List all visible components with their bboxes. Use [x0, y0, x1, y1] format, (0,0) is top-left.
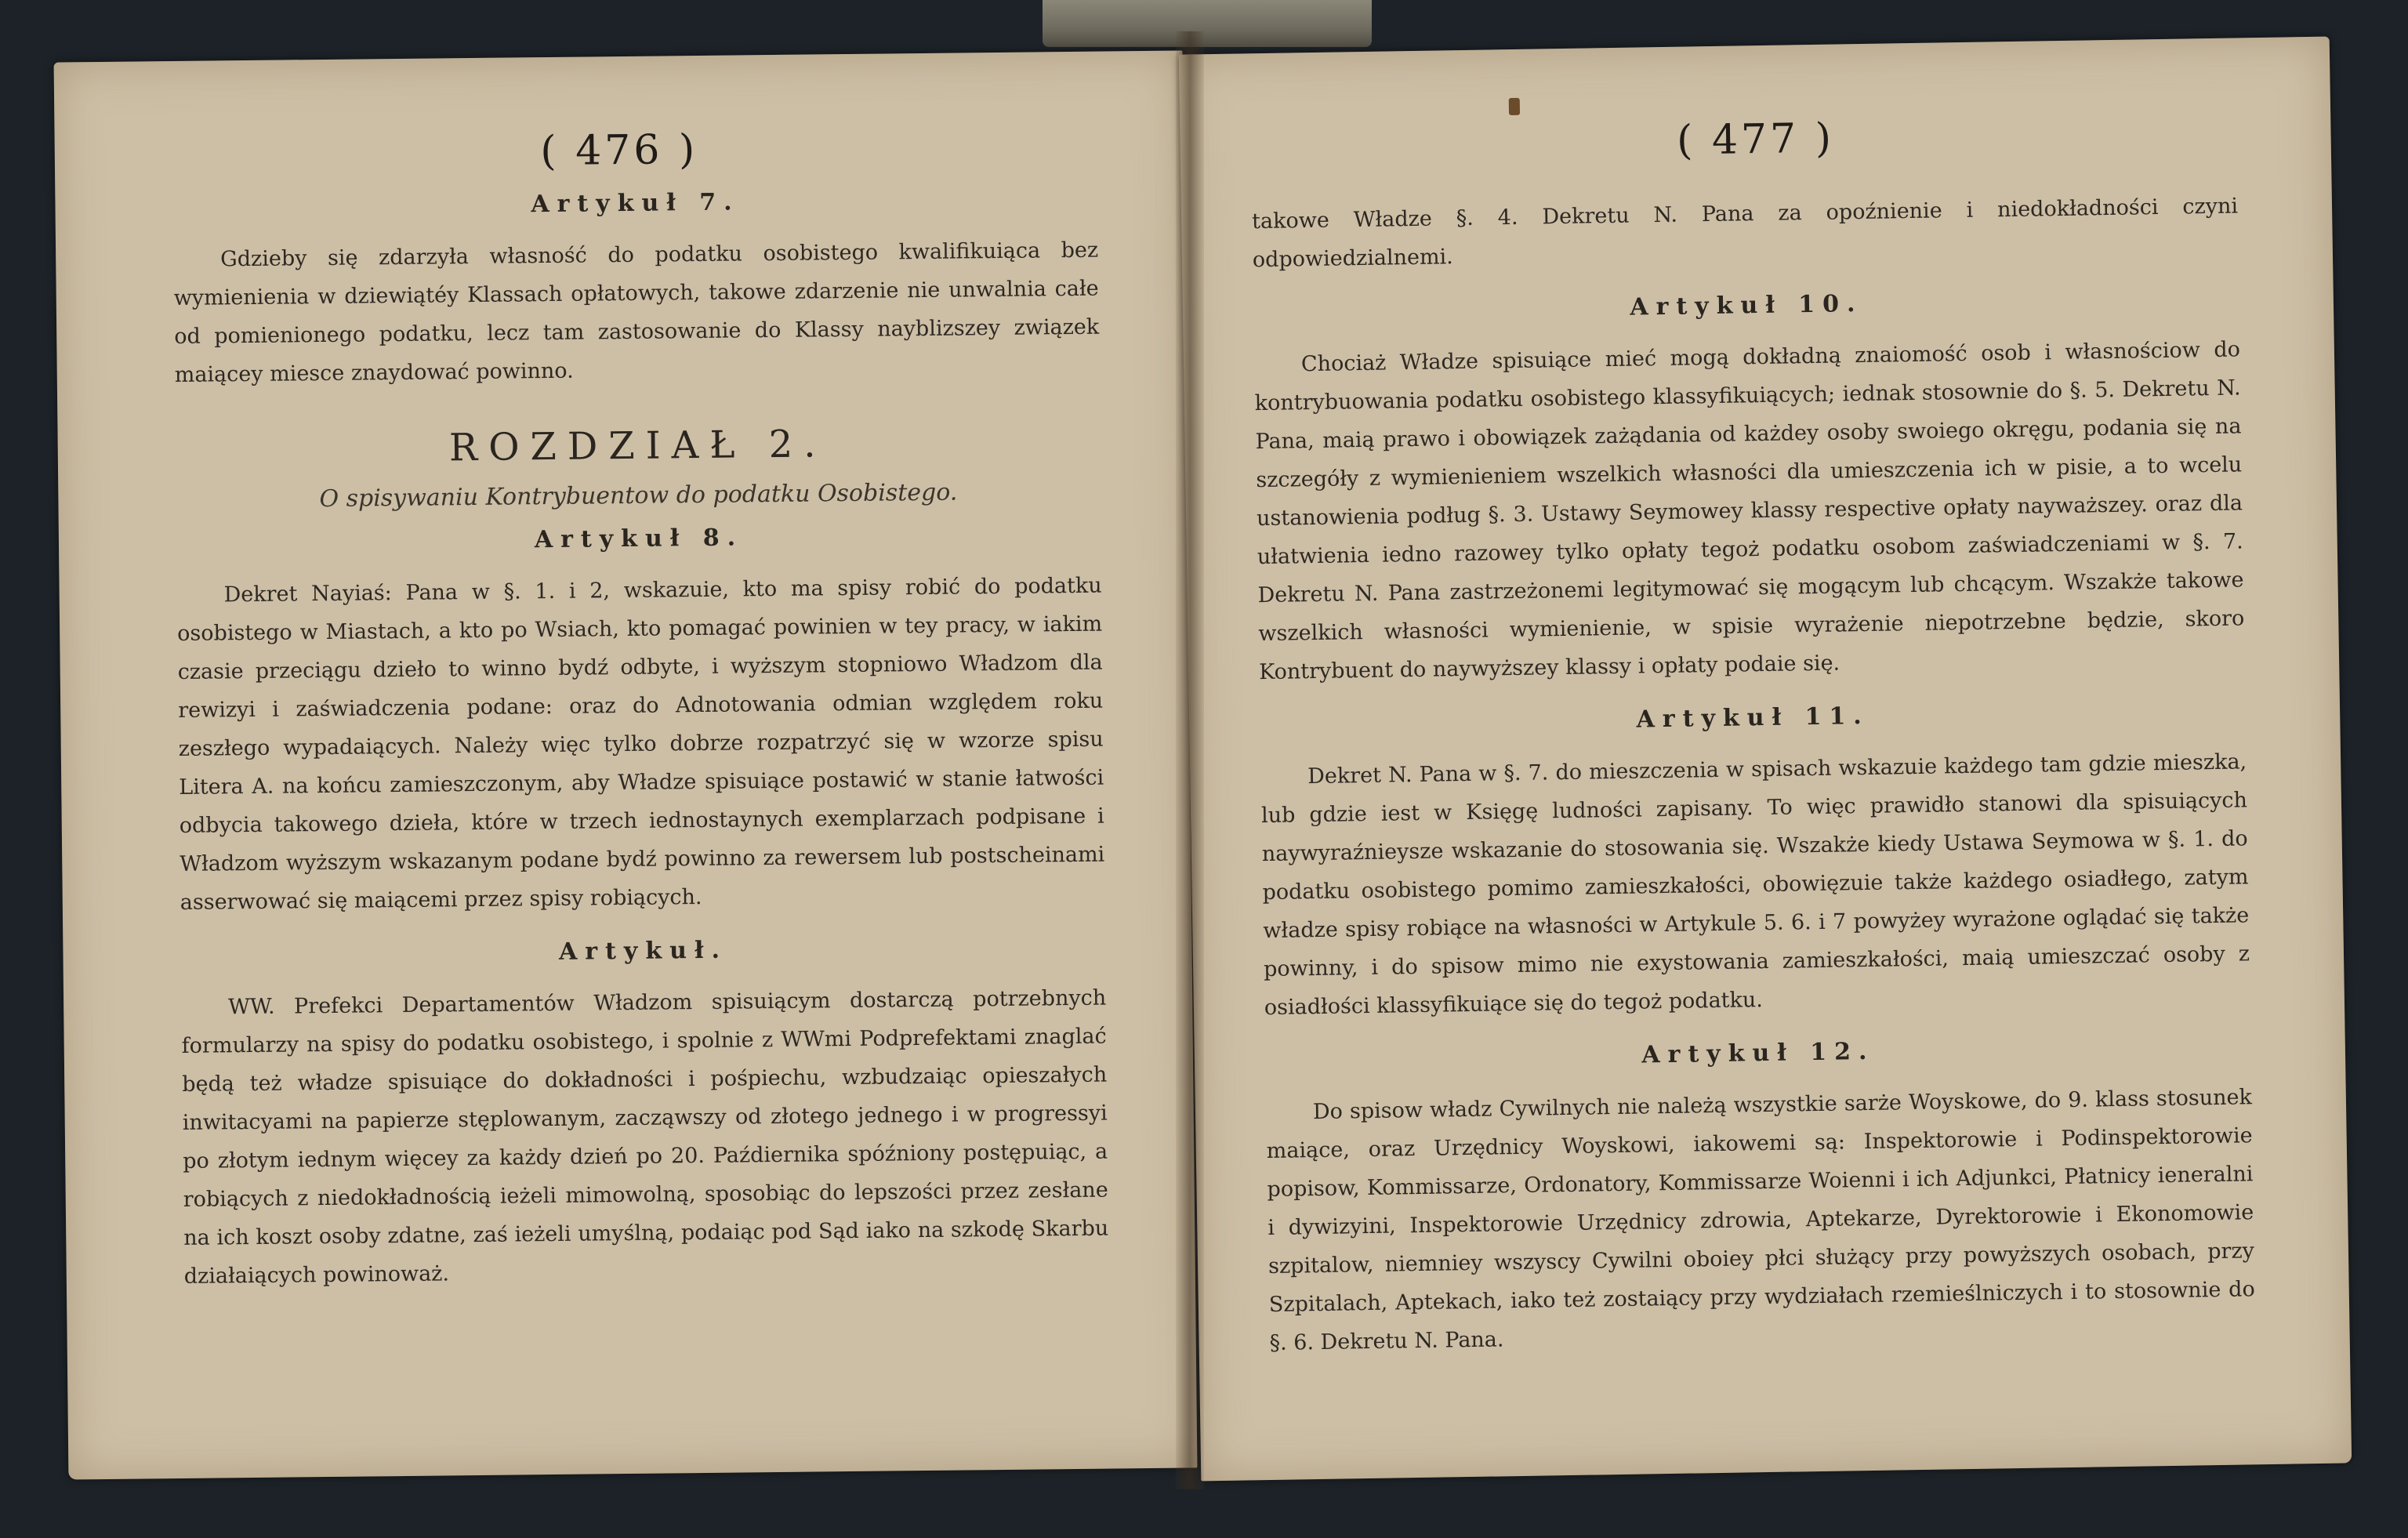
page-gutter [1176, 31, 1204, 1489]
chapter-subtitle: O spisywaniu Kontrybuentow do podatku Osobistego. [319, 478, 958, 513]
article-9-text: WW. Prefekci Departamentów Władzom spisuiącym dostarczą potrzebnych formularzy na spisy do podatku osobistego, i spolnie z WWmi Podprefektami znaglać będą też władze spisuiące do dokładności i pośpiechu, wzbudzaiąc opieszałych inwitacyami na papierze stęplowanym, zacząwszy od złotego jednego i w progressyi po złotym iednym więcey za każdy dzień po 20. Paźdiernika spóźniony postępuiąc, a robiących z niedokładnością ieżeli mimowolną, sposobiąc do lepszości przez zesłane na ich koszt osoby zdatne, zaś ieżeli umyślną, podaiąc pod Sąd iako na szkodę Skarbu działaiących powinoważ. [181, 985, 1109, 1289]
page-number-right: ( 477 ) [1676, 114, 1835, 165]
article-heading-10: Artykuł 10. [1630, 289, 1863, 321]
left-page-content [55, 184, 1195, 1297]
article-heading-12: Artykuł 12. [1641, 1037, 1875, 1069]
article-10-text: Chociaż Władze spisuiące mieć mogą dokładną znaiomość osob i własnościow do kontrybuowania podatku osobistego klassyfikuiących; iednak stosownie do §. 5. Dekretu N. Pana, maią prawo i obowiązek zażądania od każdey osoby swoiego okręgu, podania się na szczegóły z wymienieniem wszelkich własności dla umieszczenia ich w pisie, a to wcelu ustanowienia podług §. 3. Ustawy Seymowey klassy respective opłaty nayważszey. oraz dla ułatwienia iedno razowey tylko opłaty tegoż podatku osobom zaświadczeniami w §. 7. Dekretu N. Pana zastrzeżonemi legitymować się mogącym lub chcącym. Wszakże takowe wszelkich własności wymienienie, w spisie wyrażenie niepotrzebne będzie, skoro Kontrybuent do naywyższey klassy i opłaty podaie się. [1254, 337, 2245, 685]
ink-mark [1509, 98, 1520, 115]
continued-text: takowe Władze §. 4. Dekretu N. Pana za opoźnienie i niedokładności czyni odpowiedzialnemi. [1251, 194, 2239, 273]
book-spine [1043, 0, 1372, 47]
article-heading-9: Artykuł. [558, 936, 728, 966]
article-heading-7: Artykuł 7. [531, 188, 740, 219]
article-11-text: Dekret N. Pana w §. 7. do mieszczenia w spisach wskazuie każdego tam gdzie mieszka, lub gdzie iest w Księgę ludności zapisany. To więc prawidło stanowi dla spisuiących naywyraźnieysze wskazanie do stosowania się. Wszakże kiedy Ustawa Seymowa w §. 1. do podatku osobistego pomimo zamieszkałości, obowięzuie także każdego osiadłego, zatym władze spisy robiące na własności w Artykule 5. 6. i 7 powyżey wyrażone oglądać się także powinny, i do spisow mimo nie exystowania zamieszkałości, maią umieszczać osoby z osiadłości klassyfikuiące się do tegoż podatku. [1260, 749, 2250, 1021]
article-12-text: Do spisow władz Cywilnych nie należą wszystkie sarże Woyskowe, do 9. klass stosunek maiące, oraz Urzędnicy Woyskowi, iakowemi są: Inspektorowie i Podinspektorowie popisow, Kommissarze, Ordonatory, Kommissarze Woienni i ich Adjunkci, Płatnicy ieneralni i dywizyini, Inspektorowie Urzędnicy zdrowia, Aptekarze, Dyrektorowie i Ekonomowie szpitalow, niemniey wszyscy Cywilni oboiey płci służący przy powyższych osobach, przy Szpitalach, Aptekach, iako też zostaiący przy wydziałach rzemieślniczych i to stosownie do §. 6. Dekretu N. Pana. [1266, 1085, 2255, 1356]
right-page [1179, 37, 2352, 1482]
article-heading-11: Artykuł 11. [1636, 702, 1870, 734]
article-7-text: Gdzieby się zdarzyła własność do podatku osobistego kwalifikuiąca bez wymienienia w dziewiątéy Klassach opłatowych, takowe zdarzenie nie unwalnia całe od pomienionego podatku, lecz tam zastosowanie do Klassy nayblizszey związek maiącey miesce znaydować powinno. [173, 238, 1100, 387]
chapter-heading: ROZDZIAŁ 2. [448, 422, 827, 470]
right-page-content [1181, 186, 2350, 1364]
article-heading-8: Artykuł 8. [534, 524, 744, 554]
article-8-text: Dekret Nayiaś: Pana w §. 1. i 2, wskazuie, kto ma spisy robić do podatku osobistego w Miastach, a kto po Wsiach, kto pomagać powinien w tey pracy, w iakim czasie przeciągu dzieło to winno bydź odbyte, i wyższym stopniowo Władzom dla rewizyi i zaświadczenia podane: oraz do Adnotowania odmian względem roku zeszłego wypadaiących. Należy więc tylko dobrze rozpatrzyć się w wzorze spisu Litera A. na końcu zamieszczonym, aby Władze spisuiące postawić w stanie łatwości odbycia takowego dzieła, które w trzech iednostaynych exemplarzach podpisane i Władzom wyższym wskazanym podane bydź powinno za rewersem lub postscheinami asserwować się maiącemi przez spisy robiących. [177, 573, 1105, 915]
left-page [54, 51, 1198, 1480]
page-number-left: ( 476 ) [540, 125, 698, 176]
